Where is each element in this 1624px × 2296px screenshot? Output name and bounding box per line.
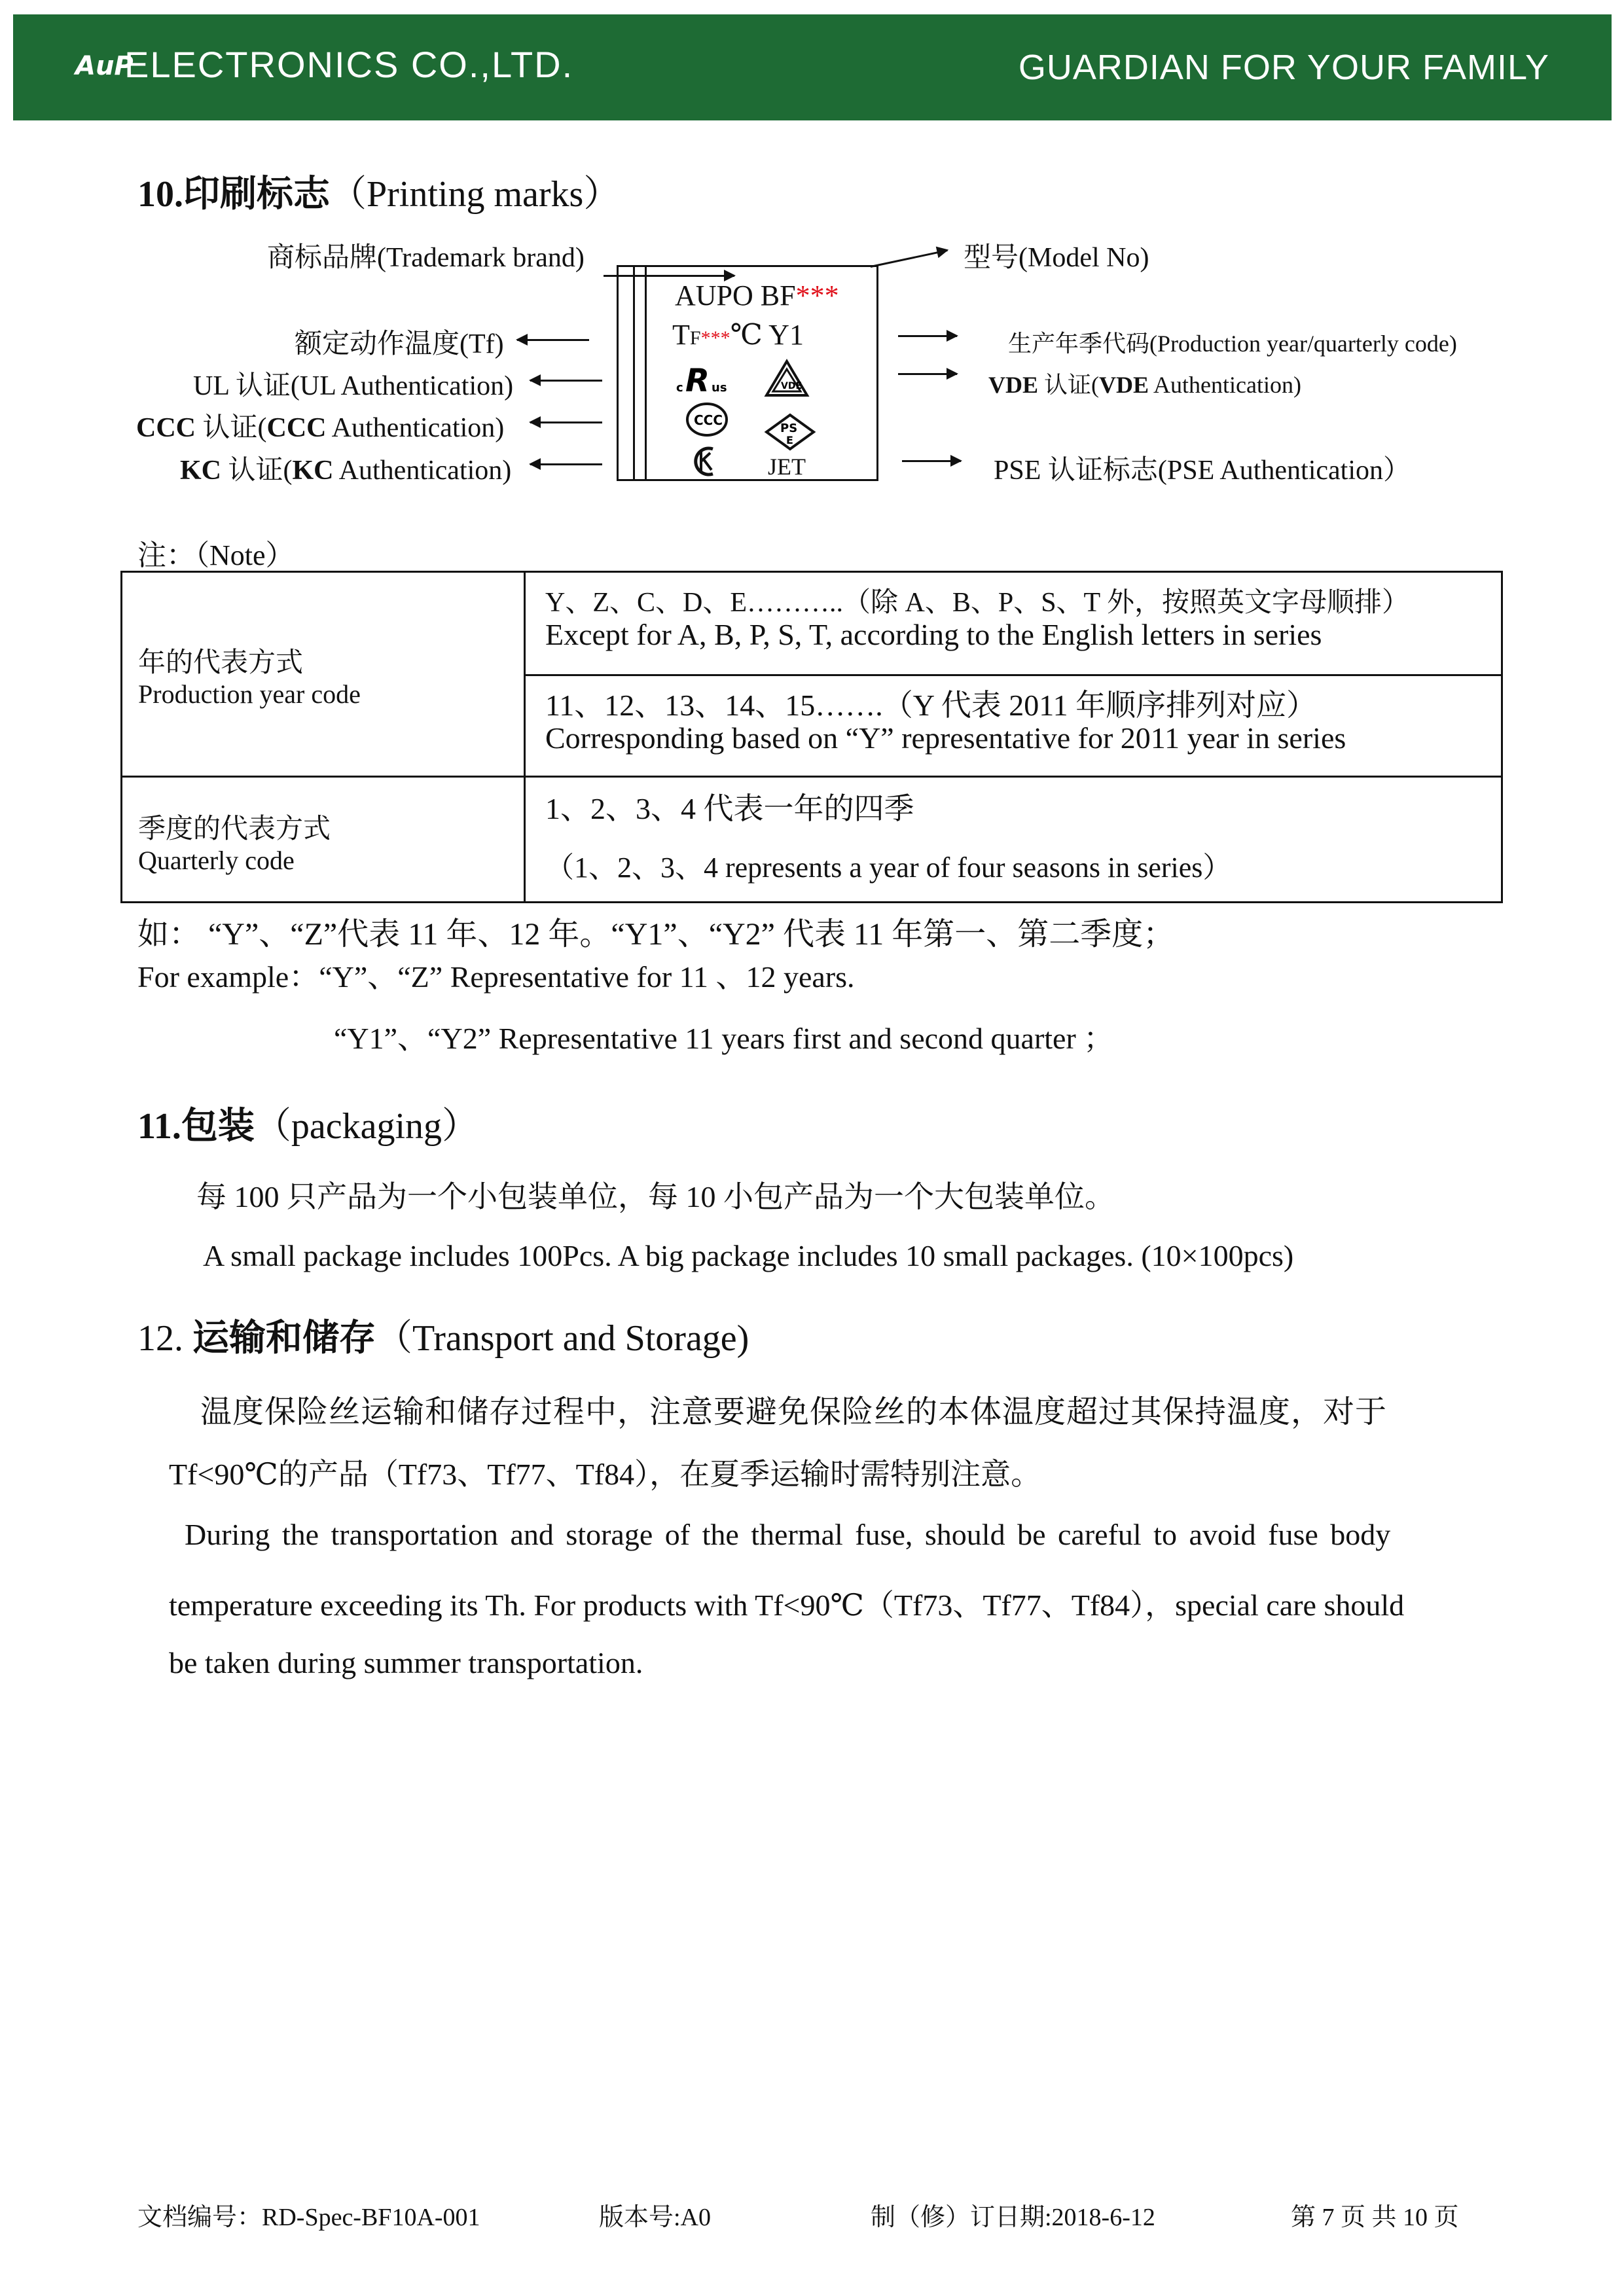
arrow-tf xyxy=(517,339,589,341)
table-cell-en: （1、2、3、4 represents a year of four seasons in series） xyxy=(545,852,1232,884)
arrow-model xyxy=(871,249,948,268)
section-title-en: （Printing marks） xyxy=(330,174,621,215)
table-cell-zh: 11、12、13、14、15…….（Y 代表 2011 年顺序排列对应） xyxy=(545,689,1317,722)
section-number: 10. xyxy=(137,174,183,215)
table-row-head-en: Production year code xyxy=(138,679,361,709)
aupo-logo-icon xyxy=(75,48,134,82)
footer-doc-number: 文档编号：RD-Spec-BF10A-001 xyxy=(137,2204,480,2231)
ul-mark-icon xyxy=(676,359,748,398)
label-sample-box xyxy=(617,265,878,481)
vde-mark-icon xyxy=(764,359,810,399)
table-row-head-en: Quarterly code xyxy=(138,846,295,875)
svg-text:CCC: CCC xyxy=(694,412,723,428)
storage-text-en-2: temperature exceeding its Th. For products with Tf<90℃（Tf73、Tf77、Tf84），special care should xyxy=(169,1588,1405,1622)
note-table xyxy=(120,571,1503,903)
section-title-zh: 印刷标志 xyxy=(183,174,330,215)
label-trademark: 商标品牌(Trademark brand) xyxy=(267,243,585,273)
section-title-zh: 运输和储存 xyxy=(192,1318,376,1359)
svg-text:E: E xyxy=(786,434,793,446)
storage-text-en-3: be taken during summer transportation. xyxy=(169,1646,643,1679)
section-title-en: （packaging） xyxy=(254,1106,479,1147)
ccc-mark-icon xyxy=(684,401,730,438)
svg-text:VDE: VDE xyxy=(781,381,803,391)
arrow-ccc xyxy=(530,422,602,423)
arrow-pse xyxy=(902,460,961,462)
arrow-production-code xyxy=(898,335,957,337)
svg-text:AuP: AuP xyxy=(75,51,134,81)
section-number: 11. xyxy=(137,1106,181,1147)
header-band xyxy=(13,14,1612,120)
section-12-title xyxy=(137,1309,749,1361)
label-production-code: 生产年季代码(Production year/quarterly code) xyxy=(1008,331,1457,357)
table-row-head-zh: 季度的代表方式 xyxy=(138,814,331,844)
svg-text:PS: PS xyxy=(780,422,798,435)
label-ccc: CCC 认证(CCC Authentication) xyxy=(136,413,505,443)
company-slogan: GUARDIAN FOR YOUR FAMILY xyxy=(1018,48,1549,87)
table-cell-en: Except for A, B, P, S, T, according to the English letters in series xyxy=(545,618,1322,651)
table-divider xyxy=(524,674,1501,676)
label-vde: VDE 认证(VDE Authentication) xyxy=(988,372,1301,398)
label-tf: 额定动作温度(Tf) xyxy=(295,329,504,359)
packaging-text-en: A small package includes 100Pcs. A big package includes 10 small packages. (10×100pcs) xyxy=(203,1239,1294,1272)
footer-version: 版本号:A0 xyxy=(599,2204,712,2231)
label-ul: UL 认证(UL Authentication) xyxy=(193,371,514,401)
box-divider xyxy=(645,267,647,479)
storage-text-en-1: During the transportation and storage of the thermal fuse, should be careful to avoid fuse body xyxy=(185,1518,1391,1551)
arrow-trademark xyxy=(604,275,734,277)
example-zh: 如： “Y”、“Z”代表 11 年、12 年。“Y1”、“Y2” 代表 11 年第一、第二季度； xyxy=(137,917,1175,952)
svg-text:us: us xyxy=(712,381,727,395)
footer-date: 制（修）订日期:2018-6-12 xyxy=(871,2204,1155,2231)
pse-mark-icon xyxy=(764,412,816,452)
label-pse: PSE 认证标志(PSE Authentication） xyxy=(994,456,1411,486)
note-label: 注：（Note） xyxy=(137,539,295,571)
arrow-vde xyxy=(898,373,957,375)
section-title-en: （Transport and Storage) xyxy=(376,1318,749,1359)
box-divider xyxy=(633,267,635,479)
table-cell-en: Corresponding based on “Y” representative for 2011 year in series xyxy=(545,721,1346,755)
arrow-ul xyxy=(530,380,602,382)
box-brand-model: AUPO BF*** xyxy=(675,279,839,312)
example-en-2: “Y1”、“Y2” Representative 11 years first and second quarter ； xyxy=(334,1022,1114,1055)
section-title-zh: 包装 xyxy=(181,1106,255,1147)
label-kc: KC 认证(KC Authentication) xyxy=(180,456,512,486)
storage-text-zh-2: Tf<90℃的产品（Tf73、Tf77、Tf84），在夏季运输时需特别注意。 xyxy=(169,1458,1041,1491)
company-name: ELECTRONICS CO.,LTD. xyxy=(124,44,574,85)
section-number: 12. xyxy=(137,1318,183,1359)
box-tf-code: TF***℃ Y1 xyxy=(672,319,804,351)
table-divider xyxy=(122,776,1501,778)
arrow-kc xyxy=(530,463,602,465)
footer-page-number: 第 7 页 共 10 页 xyxy=(1291,2204,1459,2231)
section-11-title xyxy=(137,1097,478,1149)
kc-mark-icon xyxy=(689,445,721,478)
example-en-1: For example：“Y”、“Z” Representative for 11 、12 years. xyxy=(137,960,855,994)
table-cell-zh: Y、Z、C、D、E………..（除 A、B、P、S、T 外，按照英文字母顺排） xyxy=(545,588,1409,618)
packaging-text-zh: 每 100 只产品为一个小包装单位，每 10 小包产品为一个大包装单位。 xyxy=(196,1180,1115,1213)
svg-text:R: R xyxy=(685,363,710,399)
table-divider xyxy=(524,573,526,901)
table-cell-zh: 1、2、3、4 代表一年的四季 xyxy=(545,792,914,825)
storage-text-zh-1: 温度保险丝运输和储存过程中，注意要避免保险丝的本体温度超过其保持温度，对于 xyxy=(200,1395,1388,1429)
svg-text:c: c xyxy=(676,381,683,395)
table-row-head-zh: 年的代表方式 xyxy=(138,648,304,678)
section-10-title xyxy=(137,165,620,217)
box-jet-mark: JET xyxy=(768,454,806,480)
label-model: 型号(Model No) xyxy=(964,243,1149,273)
